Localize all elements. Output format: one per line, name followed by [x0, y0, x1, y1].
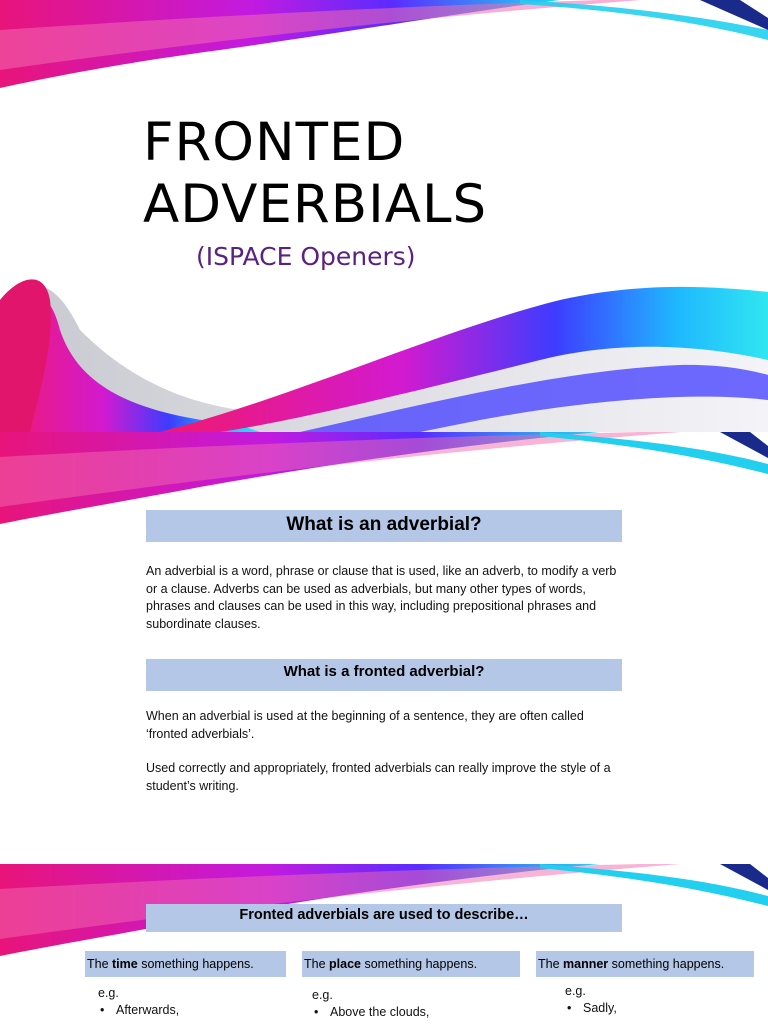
column-text: something happens.	[608, 957, 725, 971]
manner-column-header	[536, 951, 754, 977]
example-item: • Afterwards,	[116, 1003, 179, 1017]
column-text: The	[538, 957, 564, 971]
column-text: something happens.	[137, 957, 254, 971]
example-label: e.g.	[565, 984, 586, 998]
column-keyword: time	[112, 957, 138, 971]
uses-heading: Fronted adverbials are used to describe…	[146, 904, 622, 932]
column-text: something happens.	[360, 957, 478, 971]
example-label: e.g.	[312, 988, 333, 1002]
adverbial-heading: What is an adverbial?	[146, 510, 622, 542]
example-item: • Above the clouds,	[330, 1005, 429, 1019]
fronted-adverbial-definition: When an adverbial is used at the beginning of a sentence, they are often called ‘fronted adverbials’.	[146, 709, 584, 741]
uses-slide	[0, 864, 768, 1024]
title-line-1: FRONTED	[143, 112, 406, 173]
column-text: The	[87, 957, 113, 971]
example-item: • Sadly,	[583, 1001, 617, 1015]
place-column-header	[302, 951, 520, 977]
column-text: The	[304, 957, 330, 971]
column-keyword: place	[329, 957, 361, 971]
slide-title	[143, 112, 487, 236]
fronted-adverbial-benefit: Used correctly and appropriately, fronted adverbials can really improve the style of a student’s writing.	[146, 761, 611, 793]
slide-subtitle: (ISPACE Openers)	[196, 242, 416, 271]
title-line-2: ADVERBIALS	[143, 174, 488, 235]
adverbial-definition: An adverbial is a word, phrase or clause that is used, like an adverb, to modify a verb or a clause. Adverbs can be used as adverbials, but many other types of words, phrases and clauses can be used in this way, including prepositional phrases and subordinate clauses.	[146, 564, 617, 631]
title-slide	[0, 0, 768, 432]
column-keyword: manner	[563, 957, 609, 971]
time-column-header	[85, 951, 286, 977]
fronted-adverbial-heading: What is a fronted adverbial?	[146, 659, 622, 691]
definition-slide	[0, 432, 768, 864]
example-label: e.g.	[98, 986, 119, 1000]
